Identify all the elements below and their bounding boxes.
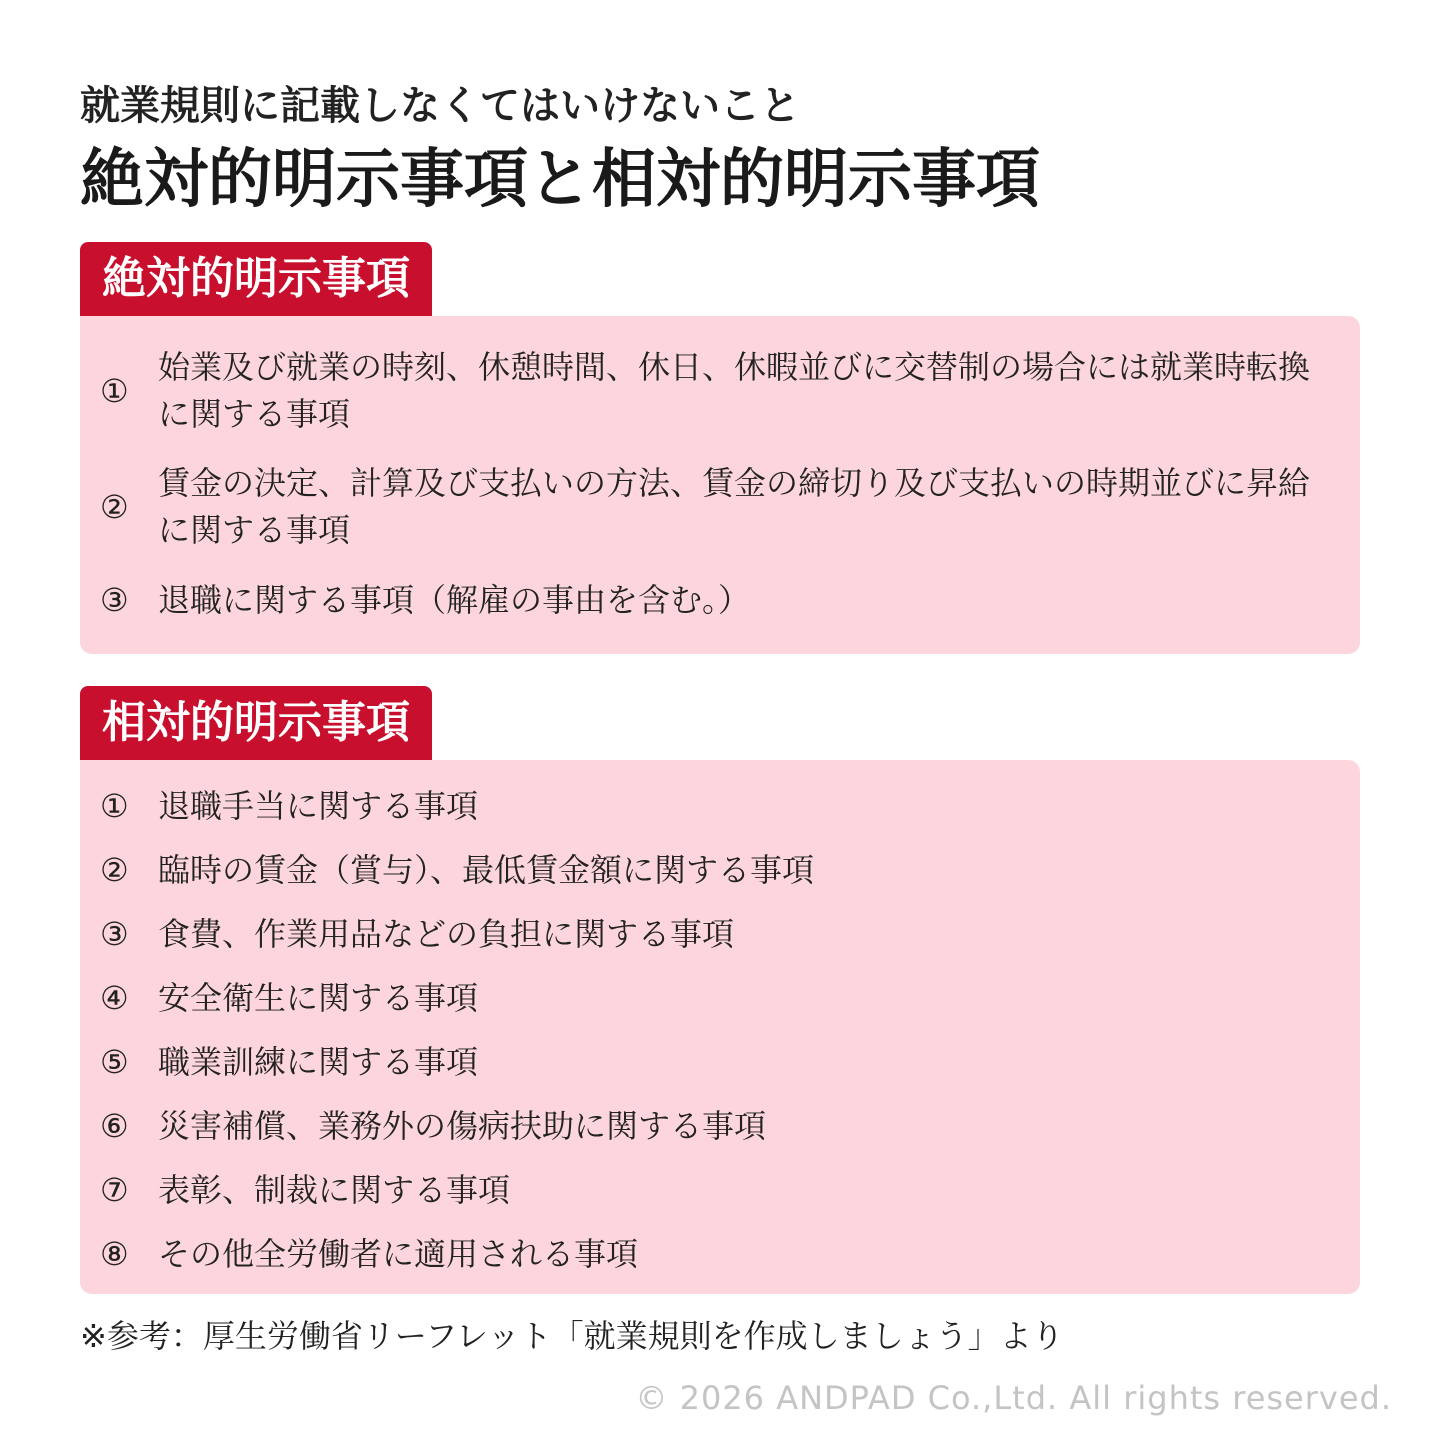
item-text: その他全労働者に適用される事項 — [158, 1234, 639, 1273]
absolute-items-section — [80, 242, 1360, 654]
absolute-items-label: 絶対的明示事項 — [80, 242, 432, 316]
item-text: 臨時の賃金（賞与）、最低賃金額に関する事項 — [158, 850, 815, 889]
item-text: 表彰、制裁に関する事項 — [158, 1170, 511, 1209]
list-item — [100, 1158, 1320, 1222]
item-number: ⑥ — [100, 1107, 129, 1145]
copyright-notice: © 2026 ANDPAD Co.,Ltd. All rights reserved. — [635, 1379, 1392, 1417]
list-item — [100, 966, 1320, 1030]
item-text: 始業及び就業の時刻、休憩時間、休日、休暇並びに交替制の場合には就業時転換に関する事項 — [158, 348, 1311, 433]
relative-items-label: 相対的明示事項 — [80, 686, 432, 760]
item-text: 退職手当に関する事項 — [158, 786, 479, 825]
source-footnote: ※参考：厚生労働省リーフレット「就業規則を作成しましょう」より — [80, 1317, 1064, 1355]
item-number: ① — [100, 787, 129, 825]
list-item — [100, 1222, 1320, 1286]
item-number: ⑤ — [100, 1043, 129, 1081]
page-title: 絶対的明示事項と相対的明示事項 — [80, 143, 1040, 217]
item-number: ⑧ — [100, 1235, 129, 1273]
relative-items-panel — [80, 760, 1360, 1294]
list-item — [100, 460, 1320, 554]
list-item — [100, 344, 1320, 438]
item-text: 賃金の決定、計算及び支払いの方法、賃金の締切り及び支払いの時期並びに昇給に関する事項 — [158, 464, 1311, 549]
item-number: ④ — [100, 979, 129, 1017]
item-number: ② — [100, 851, 129, 889]
item-text: 退職に関する事項（解雇の事由を含む。） — [158, 580, 751, 619]
item-text: 食費、作業用品などの負担に関する事項 — [158, 914, 735, 953]
item-text: 安全衛生に関する事項 — [158, 978, 479, 1017]
item-text: 災害補償、業務外の傷病扶助に関する事項 — [158, 1106, 767, 1145]
item-number: ③ — [100, 915, 129, 953]
list-item — [100, 838, 1320, 902]
item-number: ⑦ — [100, 1171, 129, 1209]
relative-items-section — [80, 686, 1360, 1294]
page-subtitle: 就業規則に記載しなくてはいけないこと — [80, 83, 800, 129]
absolute-items-panel — [80, 316, 1360, 654]
item-text: 職業訓練に関する事項 — [158, 1042, 479, 1081]
list-item — [100, 1030, 1320, 1094]
list-item — [100, 774, 1320, 838]
item-number: ③ — [100, 581, 129, 619]
list-item — [100, 576, 1320, 624]
item-number: ② — [100, 488, 129, 526]
list-item — [100, 1094, 1320, 1158]
item-number: ① — [100, 372, 129, 410]
list-item — [100, 902, 1320, 966]
